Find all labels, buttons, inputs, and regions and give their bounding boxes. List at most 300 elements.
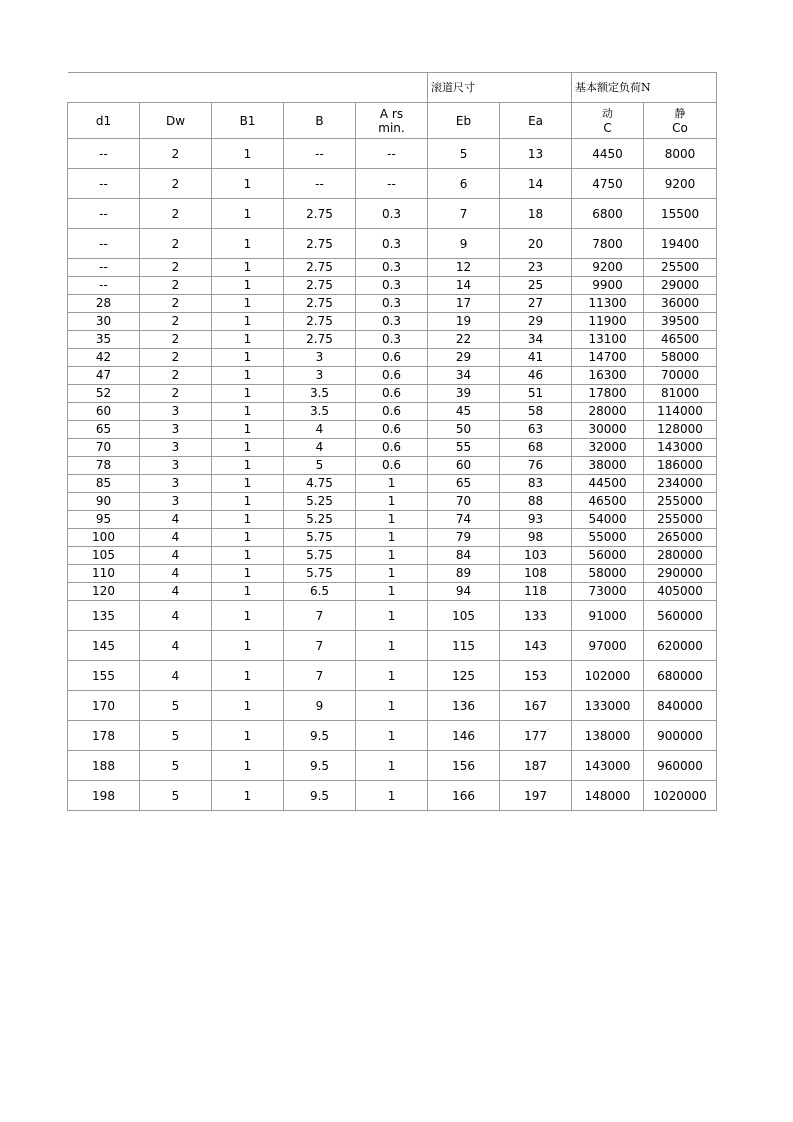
cell-b1: 1: [212, 511, 284, 529]
cell-a-rs-min: 1: [356, 583, 428, 601]
cell-static-co: 39500: [644, 313, 717, 331]
column-header-a-rs-min: [356, 103, 428, 139]
table-row: [68, 661, 717, 691]
cell-ea: 197: [500, 781, 572, 811]
cell-a-rs-min: 0.6: [356, 403, 428, 421]
cell-a-rs-min: 0.6: [356, 349, 428, 367]
cell-a-rs-min: 1: [356, 631, 428, 661]
cell-static-co: 25500: [644, 259, 717, 277]
table-row: [68, 139, 717, 169]
cell-a-rs-min: 0.6: [356, 457, 428, 475]
cell-ea: 63: [500, 421, 572, 439]
cell-a-rs-min: 1: [356, 781, 428, 811]
column-header-line: 静: [674, 106, 686, 120]
cell-static-co: 8000: [644, 139, 717, 169]
cell-dw: 2: [140, 295, 212, 313]
cell-eb: 17: [428, 295, 500, 313]
cell-eb: 6: [428, 169, 500, 199]
cell-dynamic-c: 6800: [572, 199, 644, 229]
cell-a-rs-min: 1: [356, 547, 428, 565]
cell-ea: 187: [500, 751, 572, 781]
cell-static-co: 186000: [644, 457, 717, 475]
cell-b: 4.75: [284, 475, 356, 493]
cell-ea: 27: [500, 295, 572, 313]
cell-static-co: 143000: [644, 439, 717, 457]
cell-b: 9.5: [284, 781, 356, 811]
cell-dw: 2: [140, 199, 212, 229]
table-row: [68, 529, 717, 547]
cell-b1: 1: [212, 565, 284, 583]
cell-a-rs-min: 1: [356, 751, 428, 781]
cell-b: 2.75: [284, 295, 356, 313]
cell-dynamic-c: 11900: [572, 313, 644, 331]
cell-b1: 1: [212, 349, 284, 367]
cell-a-rs-min: 1: [356, 475, 428, 493]
cell-dynamic-c: 4750: [572, 169, 644, 199]
cell-d1: --: [68, 139, 140, 169]
cell-eb: 5: [428, 139, 500, 169]
cell-b1: 1: [212, 601, 284, 631]
cell-dynamic-c: 56000: [572, 547, 644, 565]
cell-b: 2.75: [284, 313, 356, 331]
cell-dw: 5: [140, 751, 212, 781]
cell-eb: 115: [428, 631, 500, 661]
cell-d1: 60: [68, 403, 140, 421]
cell-ea: 143: [500, 631, 572, 661]
cell-eb: 65: [428, 475, 500, 493]
cell-d1: 170: [68, 691, 140, 721]
cell-dw: 4: [140, 661, 212, 691]
cell-a-rs-min: 0.6: [356, 421, 428, 439]
cell-dynamic-c: 55000: [572, 529, 644, 547]
cell-dynamic-c: 38000: [572, 457, 644, 475]
cell-eb: 79: [428, 529, 500, 547]
cell-b: 3.5: [284, 403, 356, 421]
cell-static-co: 280000: [644, 547, 717, 565]
cell-d1: 28: [68, 295, 140, 313]
cell-dw: 2: [140, 313, 212, 331]
cell-b: 5.25: [284, 493, 356, 511]
group-header-row: [68, 73, 717, 103]
cell-a-rs-min: 0.3: [356, 229, 428, 259]
cell-dynamic-c: 97000: [572, 631, 644, 661]
cell-dynamic-c: 4450: [572, 139, 644, 169]
cell-ea: 76: [500, 457, 572, 475]
column-header-line: Co: [672, 120, 688, 135]
cell-dw: 5: [140, 691, 212, 721]
cell-dw: 3: [140, 475, 212, 493]
cell-d1: 42: [68, 349, 140, 367]
cell-dynamic-c: 13100: [572, 331, 644, 349]
cell-ea: 51: [500, 385, 572, 403]
column-header-b: [284, 103, 356, 139]
table-row: [68, 691, 717, 721]
cell-dw: 4: [140, 583, 212, 601]
cell-d1: 105: [68, 547, 140, 565]
cell-a-rs-min: --: [356, 139, 428, 169]
cell-b1: 1: [212, 295, 284, 313]
cell-static-co: 290000: [644, 565, 717, 583]
cell-a-rs-min: 1: [356, 493, 428, 511]
cell-dw: 5: [140, 781, 212, 811]
cell-a-rs-min: 0.6: [356, 367, 428, 385]
cell-static-co: 58000: [644, 349, 717, 367]
cell-d1: 120: [68, 583, 140, 601]
cell-ea: 41: [500, 349, 572, 367]
cell-b1: 1: [212, 631, 284, 661]
cell-b1: 1: [212, 721, 284, 751]
cell-dw: 5: [140, 721, 212, 751]
cell-d1: --: [68, 259, 140, 277]
cell-eb: 94: [428, 583, 500, 601]
cell-static-co: 36000: [644, 295, 717, 313]
cell-b1: 1: [212, 691, 284, 721]
cell-b1: 1: [212, 421, 284, 439]
cell-d1: 155: [68, 661, 140, 691]
cell-dynamic-c: 17800: [572, 385, 644, 403]
bearing-spec-table: [67, 72, 717, 811]
table-row: [68, 367, 717, 385]
cell-b1: 1: [212, 331, 284, 349]
cell-static-co: 70000: [644, 367, 717, 385]
cell-dw: 4: [140, 601, 212, 631]
cell-a-rs-min: 0.3: [356, 295, 428, 313]
cell-d1: 65: [68, 421, 140, 439]
cell-dynamic-c: 32000: [572, 439, 644, 457]
cell-dynamic-c: 58000: [572, 565, 644, 583]
cell-a-rs-min: 0.3: [356, 199, 428, 229]
cell-dw: 3: [140, 403, 212, 421]
cell-b: 5: [284, 457, 356, 475]
cell-ea: 88: [500, 493, 572, 511]
cell-dw: 2: [140, 367, 212, 385]
cell-dynamic-c: 46500: [572, 493, 644, 511]
cell-static-co: 234000: [644, 475, 717, 493]
cell-d1: 188: [68, 751, 140, 781]
cell-static-co: 560000: [644, 601, 717, 631]
cell-a-rs-min: 1: [356, 511, 428, 529]
cell-b1: 1: [212, 475, 284, 493]
cell-b: 2.75: [284, 199, 356, 229]
column-header-dynamic-c: [572, 103, 644, 139]
cell-dw: 2: [140, 349, 212, 367]
cell-ea: 68: [500, 439, 572, 457]
cell-ea: 29: [500, 313, 572, 331]
table-row: [68, 349, 717, 367]
cell-eb: 125: [428, 661, 500, 691]
cell-b: 2.75: [284, 229, 356, 259]
cell-static-co: 1020000: [644, 781, 717, 811]
cell-dw: 2: [140, 259, 212, 277]
cell-dw: 2: [140, 331, 212, 349]
column-header-line: min.: [378, 120, 405, 135]
cell-d1: 135: [68, 601, 140, 631]
cell-a-rs-min: 0.3: [356, 277, 428, 295]
cell-b1: 1: [212, 199, 284, 229]
cell-static-co: 255000: [644, 493, 717, 511]
cell-b: 5.75: [284, 565, 356, 583]
cell-dynamic-c: 143000: [572, 751, 644, 781]
cell-b: 6.5: [284, 583, 356, 601]
cell-b: 7: [284, 601, 356, 631]
cell-a-rs-min: --: [356, 169, 428, 199]
cell-d1: 47: [68, 367, 140, 385]
cell-b1: 1: [212, 259, 284, 277]
cell-ea: 153: [500, 661, 572, 691]
cell-ea: 167: [500, 691, 572, 721]
cell-ea: 23: [500, 259, 572, 277]
cell-b1: 1: [212, 139, 284, 169]
cell-a-rs-min: 0.6: [356, 385, 428, 403]
cell-d1: 78: [68, 457, 140, 475]
cell-eb: 9: [428, 229, 500, 259]
cell-static-co: 620000: [644, 631, 717, 661]
cell-dynamic-c: 7800: [572, 229, 644, 259]
cell-b1: 1: [212, 457, 284, 475]
cell-dynamic-c: 133000: [572, 691, 644, 721]
cell-static-co: 680000: [644, 661, 717, 691]
cell-ea: 83: [500, 475, 572, 493]
cell-ea: 133: [500, 601, 572, 631]
cell-b: 4: [284, 421, 356, 439]
cell-ea: 177: [500, 721, 572, 751]
cell-dynamic-c: 28000: [572, 403, 644, 421]
cell-b: 5.75: [284, 529, 356, 547]
cell-b1: 1: [212, 385, 284, 403]
cell-d1: --: [68, 229, 140, 259]
cell-ea: 58: [500, 403, 572, 421]
cell-dynamic-c: 54000: [572, 511, 644, 529]
table-row: [68, 583, 717, 601]
table-row: [68, 439, 717, 457]
cell-ea: 18: [500, 199, 572, 229]
table-row: [68, 277, 717, 295]
cell-static-co: 900000: [644, 721, 717, 751]
blank-header-cell: [68, 73, 428, 103]
cell-dw: 4: [140, 529, 212, 547]
cell-eb: 89: [428, 565, 500, 583]
cell-b: 4: [284, 439, 356, 457]
cell-dw: 3: [140, 439, 212, 457]
cell-static-co: 128000: [644, 421, 717, 439]
table-row: [68, 421, 717, 439]
cell-dynamic-c: 148000: [572, 781, 644, 811]
table-row: [68, 511, 717, 529]
cell-a-rs-min: 1: [356, 601, 428, 631]
table-row: [68, 601, 717, 631]
cell-static-co: 15500: [644, 199, 717, 229]
cell-ea: 103: [500, 547, 572, 565]
cell-dw: 3: [140, 493, 212, 511]
table-row: [68, 781, 717, 811]
table-row: [68, 169, 717, 199]
cell-a-rs-min: 0.6: [356, 439, 428, 457]
cell-d1: 52: [68, 385, 140, 403]
cell-b1: 1: [212, 583, 284, 601]
table-row: [68, 631, 717, 661]
column-header-ea: [500, 103, 572, 139]
cell-b1: 1: [212, 493, 284, 511]
cell-static-co: 9200: [644, 169, 717, 199]
cell-b1: 1: [212, 781, 284, 811]
load-rating-header: 基本额定负荷N: [572, 73, 717, 103]
cell-dynamic-c: 73000: [572, 583, 644, 601]
cell-eb: 70: [428, 493, 500, 511]
cell-dw: 3: [140, 421, 212, 439]
table-row: [68, 385, 717, 403]
cell-eb: 84: [428, 547, 500, 565]
cell-dynamic-c: 138000: [572, 721, 644, 751]
cell-dw: 2: [140, 169, 212, 199]
cell-b1: 1: [212, 403, 284, 421]
cell-eb: 39: [428, 385, 500, 403]
table-row: [68, 475, 717, 493]
cell-b1: 1: [212, 277, 284, 295]
cell-b: 9.5: [284, 751, 356, 781]
table-row: [68, 331, 717, 349]
table-row: [68, 259, 717, 277]
cell-dynamic-c: 9200: [572, 259, 644, 277]
cell-b1: 1: [212, 529, 284, 547]
cell-d1: --: [68, 169, 140, 199]
cell-b: --: [284, 169, 356, 199]
cell-b: 9: [284, 691, 356, 721]
table-row: [68, 565, 717, 583]
table-row: [68, 751, 717, 781]
column-header-d1: [68, 103, 140, 139]
cell-static-co: 29000: [644, 277, 717, 295]
cell-static-co: 114000: [644, 403, 717, 421]
cell-eb: 7: [428, 199, 500, 229]
cell-dynamic-c: 14700: [572, 349, 644, 367]
cell-dw: 3: [140, 457, 212, 475]
cell-dw: 4: [140, 565, 212, 583]
cell-a-rs-min: 0.3: [356, 259, 428, 277]
table-row: [68, 547, 717, 565]
cell-d1: 90: [68, 493, 140, 511]
cell-d1: 100: [68, 529, 140, 547]
cell-eb: 136: [428, 691, 500, 721]
table-row: [68, 295, 717, 313]
cell-a-rs-min: 0.3: [356, 331, 428, 349]
column-header-line: d1: [95, 113, 112, 128]
cell-b: 2.75: [284, 331, 356, 349]
cell-b: 2.75: [284, 277, 356, 295]
cell-ea: 13: [500, 139, 572, 169]
cell-eb: 22: [428, 331, 500, 349]
cell-static-co: 81000: [644, 385, 717, 403]
cell-dw: 4: [140, 547, 212, 565]
cell-eb: 60: [428, 457, 500, 475]
cell-eb: 55: [428, 439, 500, 457]
cell-eb: 14: [428, 277, 500, 295]
cell-dw: 2: [140, 385, 212, 403]
cell-static-co: 840000: [644, 691, 717, 721]
cell-static-co: 405000: [644, 583, 717, 601]
table-row: [68, 199, 717, 229]
cell-static-co: 265000: [644, 529, 717, 547]
cell-ea: 20: [500, 229, 572, 259]
cell-b: 7: [284, 631, 356, 661]
cell-b1: 1: [212, 313, 284, 331]
cell-eb: 34: [428, 367, 500, 385]
cell-eb: 166: [428, 781, 500, 811]
cell-static-co: 19400: [644, 229, 717, 259]
cell-d1: --: [68, 199, 140, 229]
cell-ea: 118: [500, 583, 572, 601]
cell-d1: 145: [68, 631, 140, 661]
cell-b: 3: [284, 349, 356, 367]
table-row: [68, 721, 717, 751]
cell-b: 3.5: [284, 385, 356, 403]
cell-dynamic-c: 30000: [572, 421, 644, 439]
cell-b: 9.5: [284, 721, 356, 751]
cell-dynamic-c: 91000: [572, 601, 644, 631]
cell-b1: 1: [212, 169, 284, 199]
cell-dw: 2: [140, 229, 212, 259]
column-header-line: B: [315, 113, 324, 128]
column-header-line: B1: [239, 113, 256, 128]
cell-dw: 4: [140, 631, 212, 661]
cell-b1: 1: [212, 661, 284, 691]
cell-ea: 98: [500, 529, 572, 547]
cell-eb: 45: [428, 403, 500, 421]
table-row: [68, 457, 717, 475]
table-row: [68, 313, 717, 331]
cell-eb: 156: [428, 751, 500, 781]
cell-b1: 1: [212, 547, 284, 565]
cell-a-rs-min: 0.3: [356, 313, 428, 331]
cell-b: 5.25: [284, 511, 356, 529]
cell-dynamic-c: 9900: [572, 277, 644, 295]
cell-a-rs-min: 1: [356, 691, 428, 721]
cell-a-rs-min: 1: [356, 565, 428, 583]
column-header-line: Dw: [165, 113, 186, 128]
cell-eb: 146: [428, 721, 500, 751]
cell-dynamic-c: 16300: [572, 367, 644, 385]
table-row: [68, 493, 717, 511]
column-header-b1: [212, 103, 284, 139]
cell-eb: 105: [428, 601, 500, 631]
cell-eb: 12: [428, 259, 500, 277]
table-row: [68, 229, 717, 259]
cell-b: 5.75: [284, 547, 356, 565]
column-header-eb: [428, 103, 500, 139]
table-row: [68, 403, 717, 421]
cell-ea: 14: [500, 169, 572, 199]
cell-ea: 34: [500, 331, 572, 349]
cell-b1: 1: [212, 751, 284, 781]
raceway-dimensions-header: 滚道尺寸: [428, 73, 572, 103]
cell-b: 3: [284, 367, 356, 385]
cell-a-rs-min: 1: [356, 721, 428, 751]
column-header-line: Ea: [528, 113, 543, 128]
column-header-static-co: [644, 103, 717, 139]
cell-b1: 1: [212, 439, 284, 457]
column-header-line: 动: [602, 106, 614, 120]
cell-b1: 1: [212, 229, 284, 259]
column-header-dw: [140, 103, 212, 139]
cell-eb: 50: [428, 421, 500, 439]
column-header-line: Eb: [455, 113, 472, 128]
column-header-line: A rs: [379, 106, 404, 121]
cell-ea: 46: [500, 367, 572, 385]
cell-b1: 1: [212, 367, 284, 385]
cell-d1: 178: [68, 721, 140, 751]
cell-dynamic-c: 11300: [572, 295, 644, 313]
cell-b: --: [284, 139, 356, 169]
column-header-line: C: [603, 120, 612, 135]
